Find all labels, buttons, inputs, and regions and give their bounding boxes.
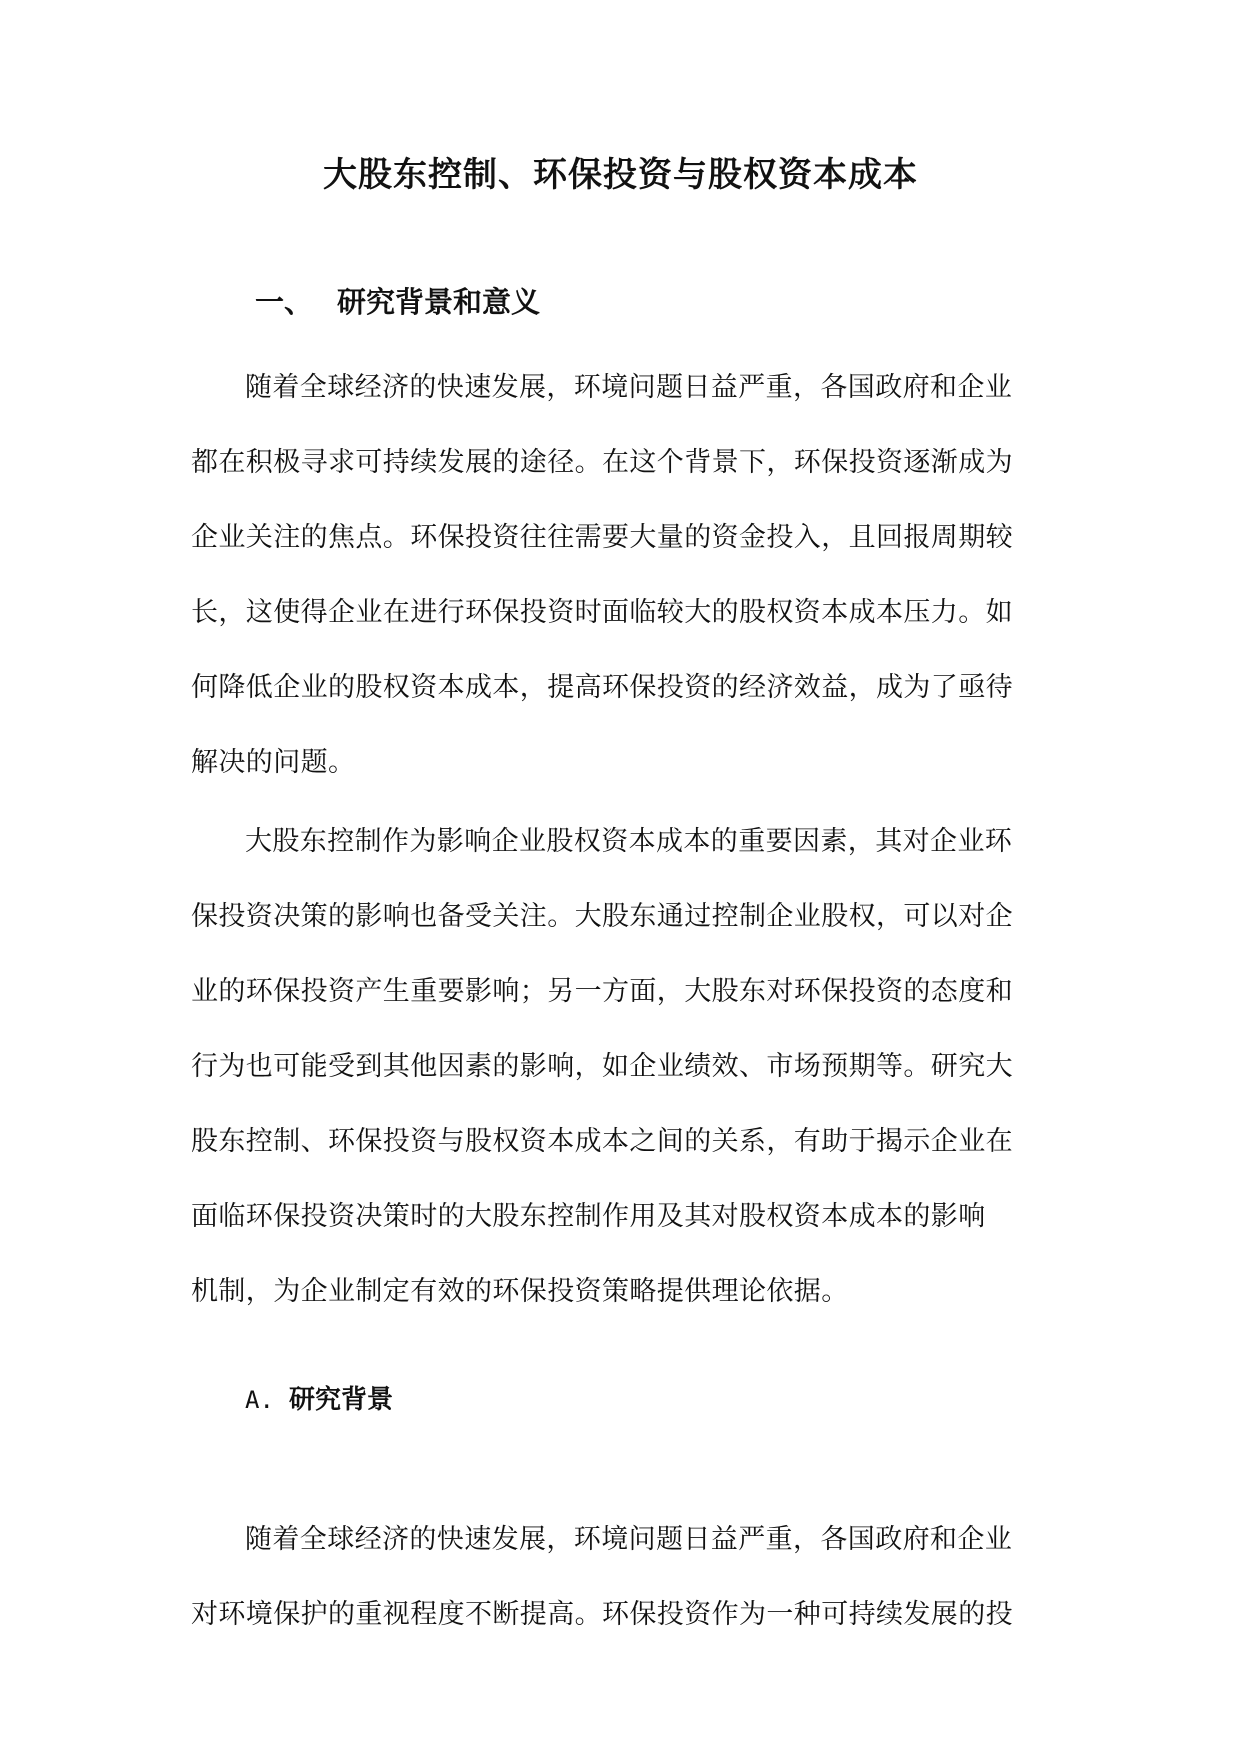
- paragraph-line: 行为也可能受到其他因素的影响，如企业绩效、市场预期等。研究大: [191, 1051, 1013, 1082]
- paragraph-line: 解决的问题。: [191, 747, 356, 778]
- section-title: 研究背景和意义: [337, 285, 541, 319]
- paragraph-line: 何降低企业的股权资本成本，提高环保投资的经济效益，成为了亟待: [191, 672, 1013, 703]
- document-title: 大股东控制、环保投资与股权资本成本: [323, 155, 918, 195]
- paragraph-line: 随着全球经济的快速发展，环境问题日益严重，各国政府和企业: [245, 372, 1013, 403]
- paragraph-line: 股东控制、环保投资与股权资本成本之间的关系，有助于揭示企业在: [191, 1126, 1013, 1157]
- subsection-label: A.: [245, 1386, 274, 1414]
- subsection-heading: [245, 1378, 393, 1422]
- paragraph-line: 机制，为企业制定有效的环保投资策略提供理论依据。: [191, 1276, 849, 1307]
- paragraph-line: 随着全球经济的快速发展，环境问题日益严重，各国政府和企业: [245, 1524, 1013, 1555]
- section-number: 一、: [255, 285, 314, 319]
- paragraph-line: 都在积极寻求可持续发展的途径。在这个背景下，环保投资逐渐成为: [191, 447, 1013, 478]
- paragraph-line: 对环境保护的重视程度不断提高。环保投资作为一种可持续发展的投: [191, 1599, 1013, 1630]
- subsection-title: 研究背景: [289, 1385, 394, 1415]
- paragraph-line: 业的环保投资产生重要影响；另一方面，大股东对环保投资的态度和: [191, 976, 1013, 1007]
- section-heading: [255, 280, 540, 324]
- paragraph-background-significance-1: [191, 350, 1051, 800]
- paragraph-line: 面临环保投资决策时的大股东控制作用及其对股权资本成本的影响: [191, 1201, 986, 1232]
- paragraph-research-background-1: [191, 1502, 1051, 1652]
- paragraph-line: 保投资决策的影响也备受关注。大股东通过控制企业股权，可以对企: [191, 901, 1013, 932]
- paragraph-line: 企业关注的焦点。环保投资往往需要大量的资金投入，且回报周期较: [191, 522, 1013, 553]
- paragraph-line: 大股东控制作为影响企业股权资本成本的重要因素，其对企业环: [245, 826, 1013, 857]
- paragraph-background-significance-2: [191, 804, 1051, 1329]
- paragraph-line: 长，这使得企业在进行环保投资时面临较大的股权资本成本压力。如: [191, 597, 1013, 628]
